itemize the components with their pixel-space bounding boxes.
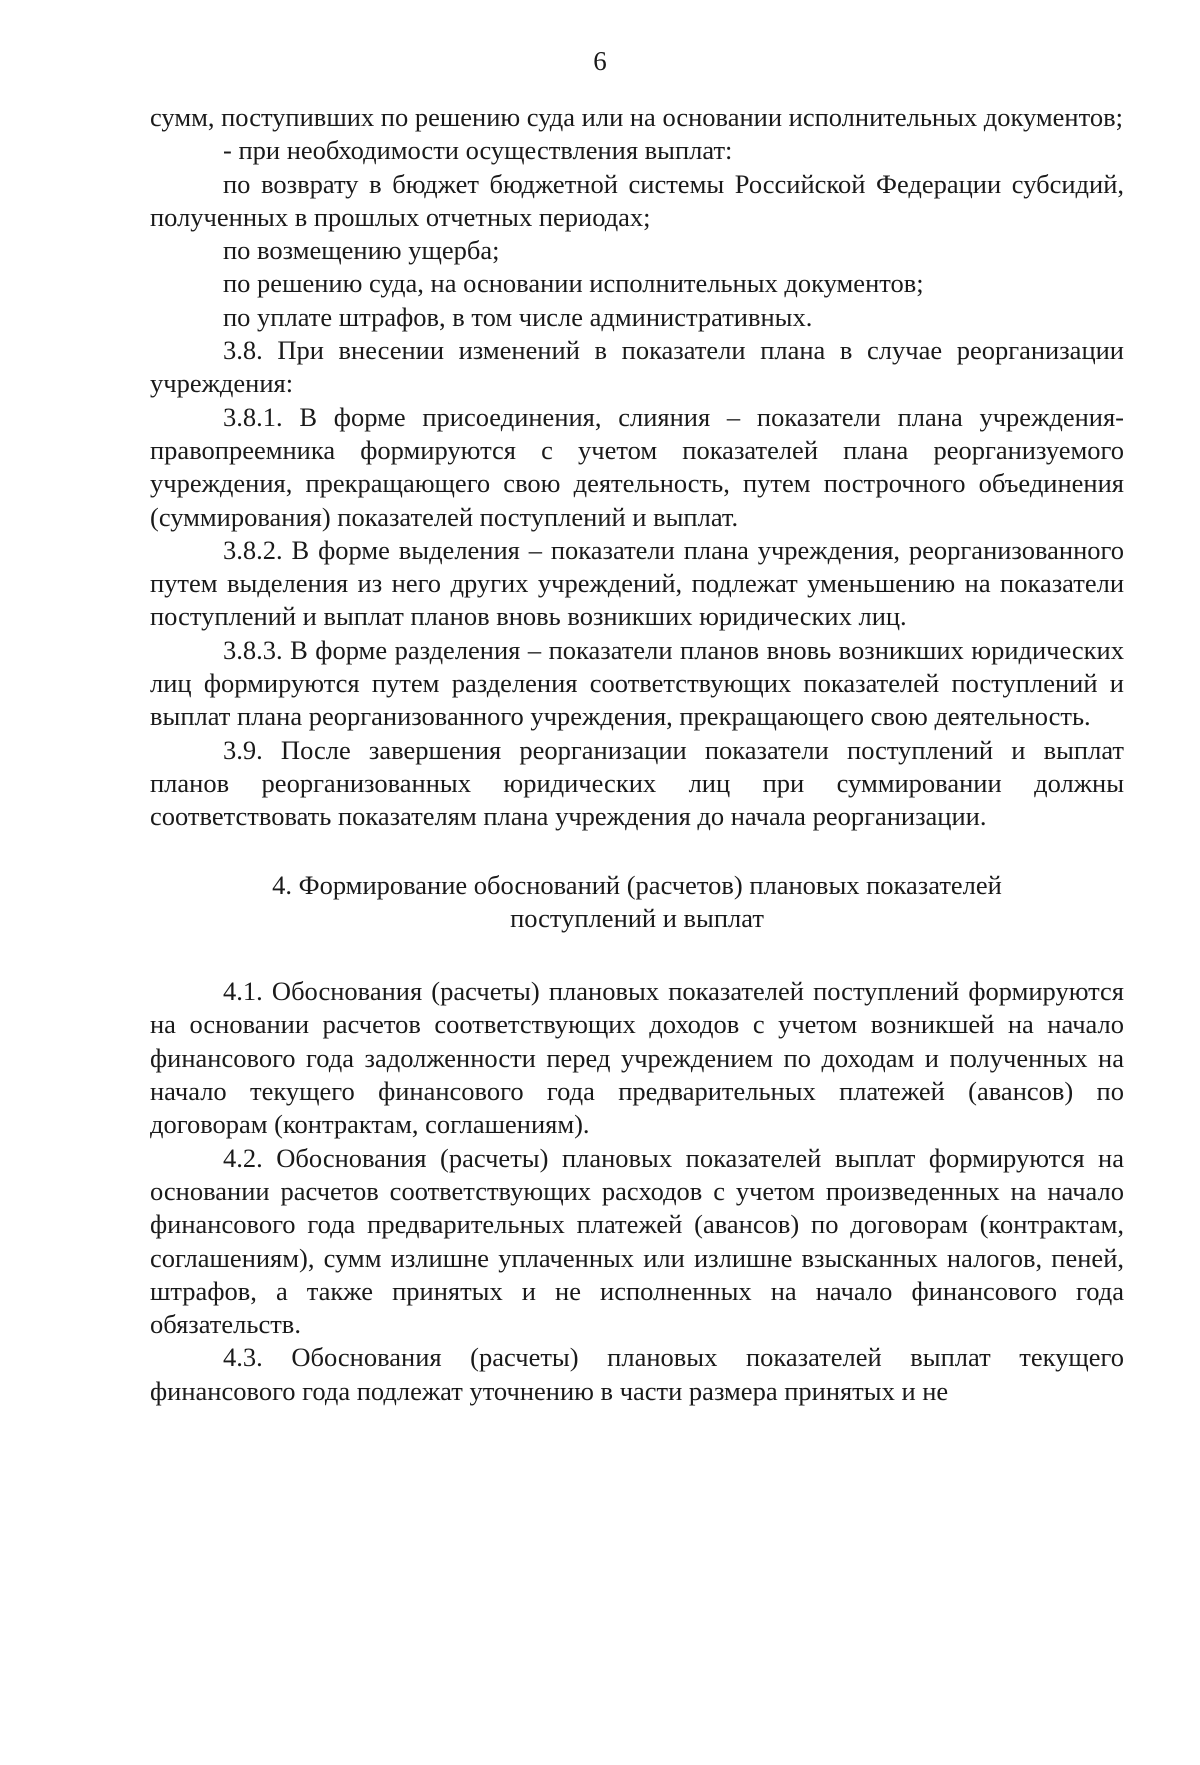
section-heading-line: 4. Формирование обоснований (расчетов) плановых показателей (272, 869, 1002, 900)
section-heading (150, 869, 1124, 936)
document-body (150, 101, 1124, 1408)
paragraph: 4.1. Обоснования (расчеты) плановых показателей поступлений формируются на основании расчетов соответствующих доходов с учетом возникшей на начало финансового года задолженности перед учреждением по доходам и полученных на начало текущего финансового года предварительных платежей (авансов) по договорам (контрактам, соглашениям). (150, 976, 1124, 1140)
paragraph: по возврату в бюджет бюджетной системы Российской Федерации субсидий, полученных в прошлых отчетных периодах; (150, 168, 1124, 232)
page-number: 6 (593, 46, 607, 76)
paragraph: по возмещению ущерба; (223, 235, 500, 266)
paragraph: по уплате штрафов, в том числе административных. (223, 301, 813, 332)
paragraph: 3.8.2. В форме выделения – показатели плана учреждения, реорганизованного путем выделения из него других учреждений, подлежат уменьшению на показатели поступлений и выплат планов вновь возникших юридических лиц. (150, 534, 1124, 632)
paragraph: 4.2. Обоснования (расчеты) плановых показателей выплат формируются на основании расчетов соответствующих расходов с учетом произведенных на начало финансового года предварительных платежей (авансов) по договорам (контрактам, соглашениям), сумм излишне уплаченных или излишне взысканных налогов, пеней, штрафов, а также принятых и не исполненных на начало финансового года обязательств. (150, 1142, 1124, 1340)
paragraph: - при необходимости осуществления выплат: (223, 135, 733, 166)
paragraph: 3.8. При внесении изменений в показатели плана в случае реорганизации учреждения: (150, 335, 1124, 399)
paragraph: 3.8.1. В форме присоединения, слияния – показатели плана учреждения-правопреемника формируются с учетом показателей плана реорганизуемого учреждения, прекращающего свою деятельность, путем построчного объединения (суммирования) показателей поступлений и выплат. (150, 401, 1124, 532)
paragraph: 3.8.3. В форме разделения – показатели планов вновь возникших юридических лиц формируются путем разделения соответствующих показателей поступлений и выплат плана реорганизованного учреждения, прекращающего свою деятельность. (150, 634, 1124, 732)
paragraph: 3.9. После завершения реорганизации показатели поступлений и выплат планов реорганизованных юридических лиц при суммировании должны соответствовать показателям плана учреждения до начала реорганизации. (150, 734, 1124, 832)
paragraph: сумм, поступивших по решению суда или на основании исполнительных документов; (150, 102, 1123, 132)
paragraph: по решению суда, на основании исполнительных документов; (223, 268, 924, 299)
section-heading-line: поступлений и выплат (510, 902, 764, 933)
paragraph: 4.3. Обоснования (расчеты) плановых показателей выплат текущего финансового года подлежат уточнению в части размера принятых и не (150, 1342, 1124, 1406)
